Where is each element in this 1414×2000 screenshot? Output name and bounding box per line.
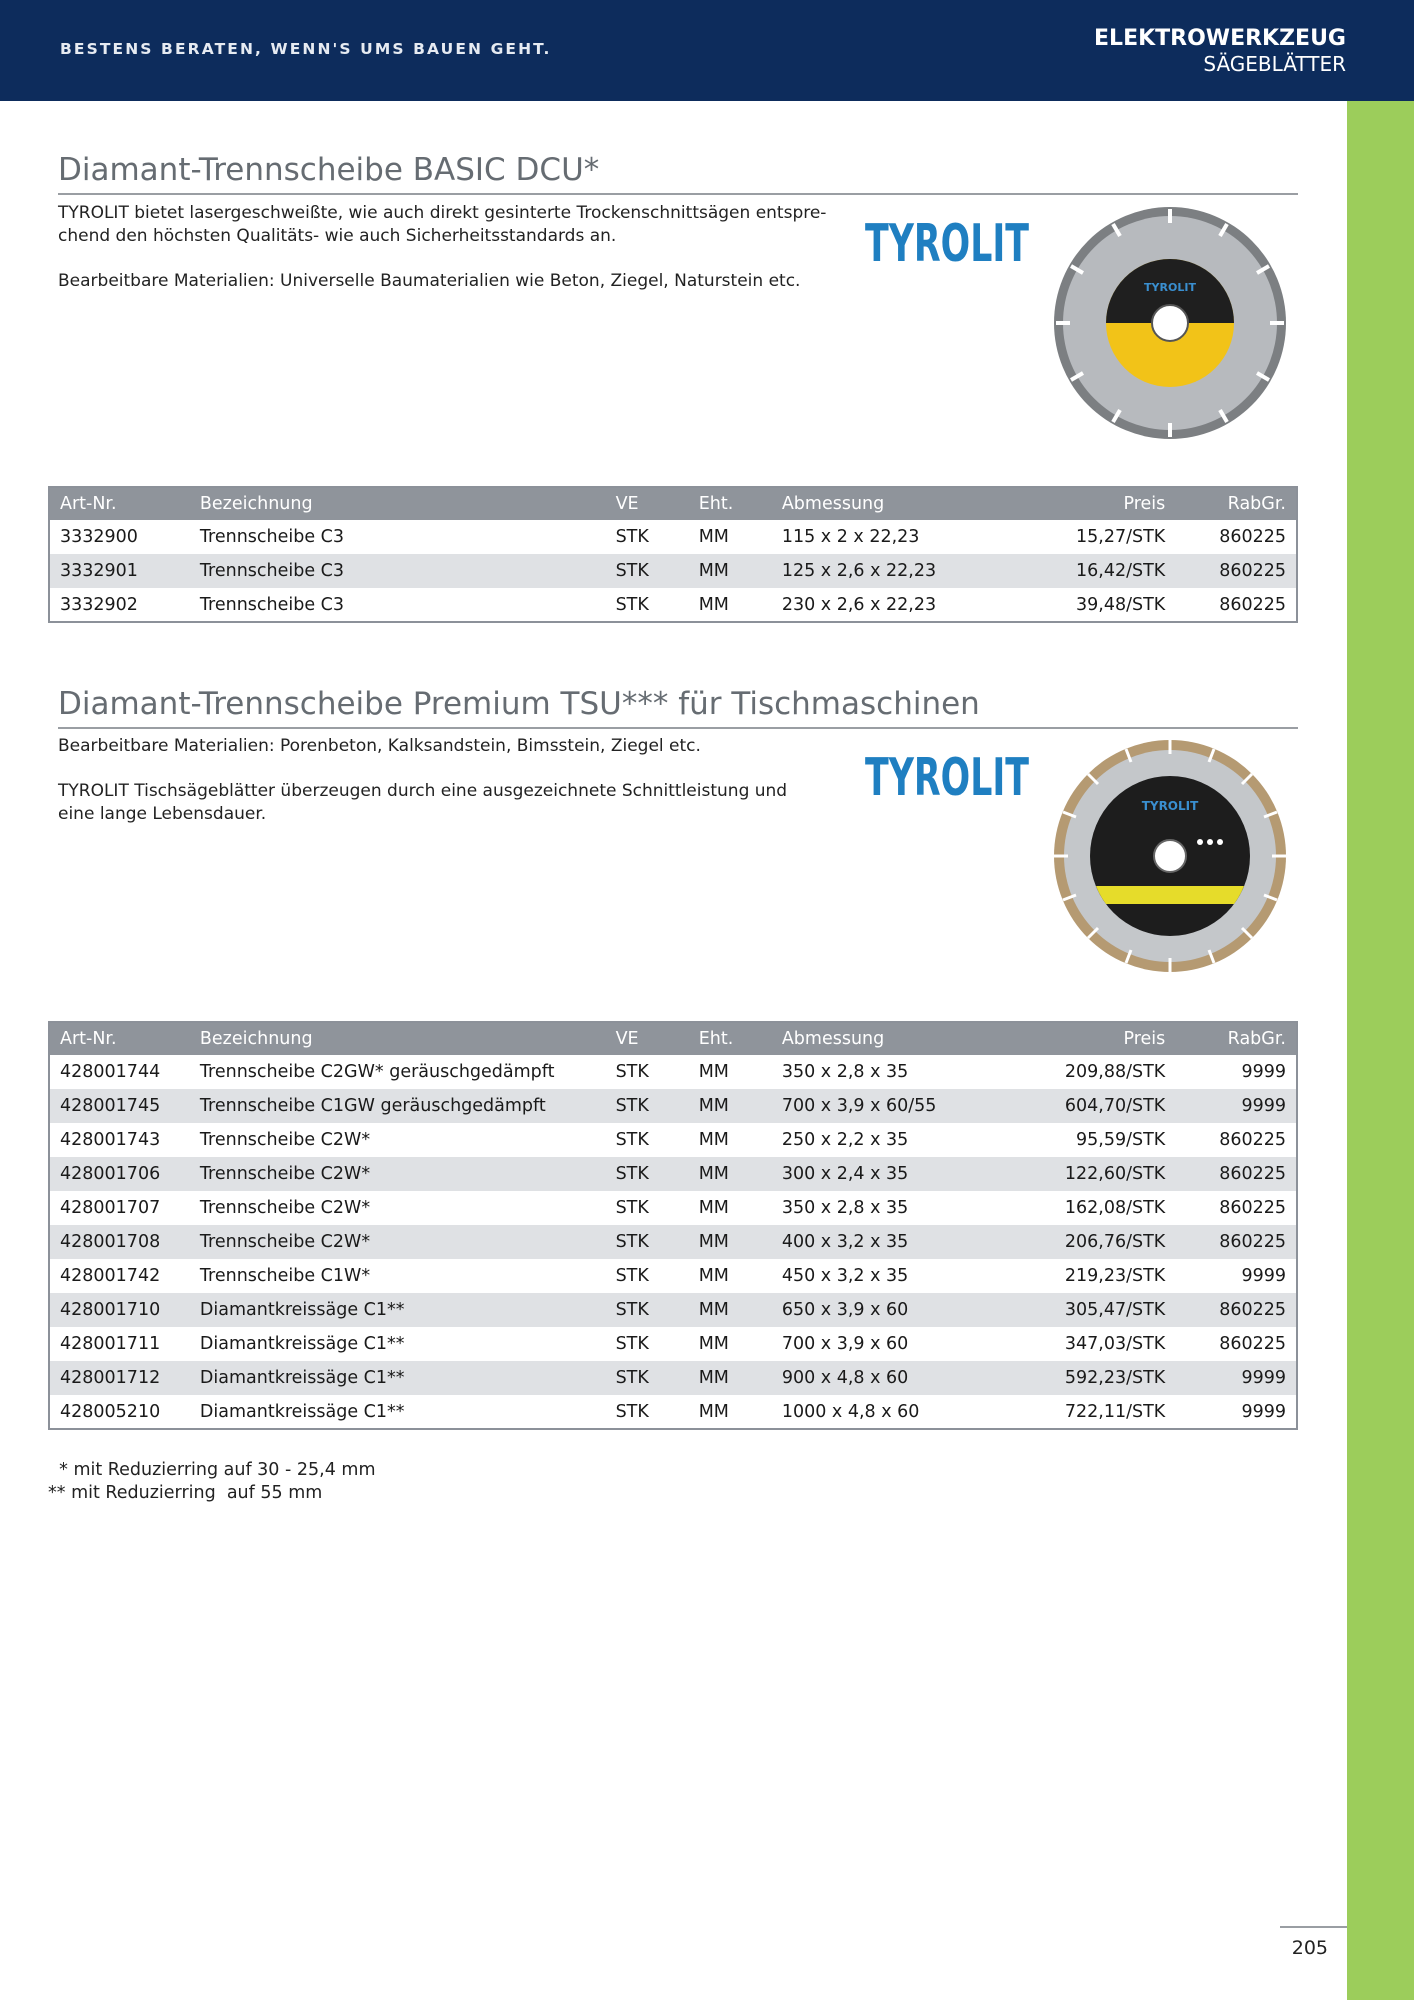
cell-ve: STK	[615, 1266, 649, 1286]
cell-ve: STK	[606, 1361, 689, 1395]
section-divider	[58, 193, 1298, 195]
cell-art-nr: 428005210	[60, 1401, 161, 1422]
cell-abmessung: 115 x 2 x 22,23	[781, 527, 920, 547]
cell-rabgr: 860225	[1175, 1293, 1297, 1327]
cell-rabgr: 860225	[1219, 1130, 1286, 1150]
cell-ve: STK	[615, 1334, 649, 1354]
cell-ve: STK	[606, 554, 689, 588]
cell-abmessung: 700 x 3,9 x 60/55	[772, 1089, 1025, 1123]
cell-bezeichnung: Diamantkreissäge C1**	[199, 1334, 405, 1354]
cell-preis: 16,42/STK	[1025, 554, 1175, 588]
disc-label: TYROLIT	[1141, 799, 1199, 813]
cell-preis: 305,47/STK	[1025, 1293, 1175, 1327]
cell-abmessung: 250 x 2,2 x 35	[781, 1130, 909, 1150]
column-header: Preis	[1025, 487, 1175, 520]
logo-text: TYROLIT	[865, 214, 1030, 274]
column-header: Bezeichnung	[190, 487, 606, 520]
cell-bezeichnung: Trennscheibe C2W*	[199, 1130, 371, 1150]
cell-eht: MM	[698, 527, 729, 547]
footnote: ** mit Reduzierring auf 55 mm	[48, 1483, 323, 1503]
cell-bezeichnung: Diamantkreissäge C1**	[190, 1361, 606, 1395]
table-row	[49, 1327, 1297, 1361]
table-row	[49, 520, 1297, 554]
header-subcategory: SÄGEBLÄTTER	[1203, 52, 1346, 76]
table-row	[49, 1259, 1297, 1293]
column-header: RabGr.	[1175, 487, 1297, 520]
cell-abmessung: 900 x 4,8 x 60	[772, 1361, 1025, 1395]
cell-eht: MM	[698, 1334, 729, 1354]
cell-abmessung: 125 x 2,6 x 22,23	[772, 554, 1025, 588]
cell-abmessung: 450 x 3,2 x 35	[781, 1266, 909, 1286]
cell-rabgr: 860225	[1219, 527, 1286, 547]
cell-bezeichnung: Trennscheibe C2W*	[190, 1225, 606, 1259]
cell-eht: MM	[689, 1361, 772, 1395]
cell-preis: 347,03/STK	[1064, 1334, 1166, 1354]
cell-art-nr: 428001711	[60, 1334, 161, 1354]
cell-ve: STK	[606, 1157, 689, 1191]
table-row	[49, 1123, 1297, 1157]
cell-art-nr: 428001744	[60, 1062, 161, 1082]
page-number-rule	[1280, 1926, 1347, 1928]
cell-eht: MM	[698, 594, 729, 615]
cell-art-nr: 3332901	[49, 554, 190, 588]
column-header: VE	[606, 487, 689, 520]
column-header: Art-Nr.	[49, 487, 190, 520]
column-header: Preis	[1025, 1022, 1175, 1055]
tyrolit-logo	[862, 208, 1032, 274]
column-header: Abmessung	[772, 1022, 1025, 1055]
cell-art-nr: 428001745	[49, 1089, 190, 1123]
column-header: RabGr.	[1175, 1022, 1297, 1055]
cell-preis: 209,88/STK	[1064, 1062, 1166, 1082]
cell-preis: 15,27/STK	[1076, 527, 1166, 547]
cell-ve: STK	[615, 1130, 649, 1150]
cell-art-nr: 428001712	[49, 1361, 190, 1395]
table-body	[49, 1055, 1297, 1429]
product-table-basic	[48, 486, 1298, 623]
table-row	[49, 1055, 1297, 1089]
cell-preis: 122,60/STK	[1025, 1157, 1175, 1191]
cell-rabgr: 860225	[1219, 1334, 1286, 1354]
cell-ve: STK	[615, 527, 649, 547]
cell-rabgr: 860225	[1219, 1198, 1286, 1218]
description-paragraph: TYROLIT bietet lasergeschweißte, wie auch direkt gesinterte Trockenschnittsägen entspre-chend den höchsten Qualitäts- wie auch Sicherheitsstandards an.	[58, 203, 827, 246]
cell-rabgr: 860225	[1219, 594, 1286, 615]
cell-rabgr: 9999	[1241, 1401, 1286, 1422]
cell-bezeichnung: Trennscheibe C3	[199, 527, 345, 547]
column-header: Eht.	[689, 487, 772, 520]
table-row	[49, 1157, 1297, 1191]
table-row	[49, 1293, 1297, 1327]
cell-bezeichnung: Trennscheibe C1W*	[199, 1266, 371, 1286]
cell-abmessung: 230 x 2,6 x 22,23	[781, 594, 937, 615]
cell-eht: MM	[689, 554, 772, 588]
header-category: ELEKTROWERKZEUG	[1094, 26, 1346, 51]
cell-rabgr: 9999	[1241, 1266, 1286, 1286]
cell-preis: 162,08/STK	[1064, 1198, 1166, 1218]
footnotes	[48, 1459, 376, 1505]
diamond-disc-premium-image	[1052, 738, 1288, 974]
cell-eht: MM	[698, 1198, 729, 1218]
cell-art-nr: 428001706	[49, 1157, 190, 1191]
disc-label: TYROLIT	[1144, 281, 1196, 294]
cell-eht: MM	[689, 1089, 772, 1123]
cell-art-nr: 428001707	[60, 1198, 161, 1218]
cell-art-nr: 428001710	[49, 1293, 190, 1327]
table-row	[49, 554, 1297, 588]
cell-eht: MM	[689, 1157, 772, 1191]
cell-art-nr: 428001743	[60, 1130, 161, 1150]
cell-ve: STK	[606, 1089, 689, 1123]
description-paragraph: Bearbeitbare Materialien: Universelle Baumaterialien wie Beton, Ziegel, Naturstein etc.	[58, 271, 801, 291]
column-header: Bezeichnung	[190, 1022, 606, 1055]
cell-art-nr: 3332900	[60, 527, 138, 547]
cell-abmessung: 350 x 2,8 x 35	[781, 1062, 909, 1082]
cell-abmessung: 350 x 2,8 x 35	[781, 1198, 909, 1218]
cell-abmessung: 400 x 3,2 x 35	[772, 1225, 1025, 1259]
table-row	[49, 1089, 1297, 1123]
cell-bezeichnung: Trennscheibe C2W*	[199, 1198, 371, 1218]
tyrolit-logo	[862, 742, 1032, 808]
table-row	[49, 1191, 1297, 1225]
cell-rabgr: 860225	[1175, 1157, 1297, 1191]
header-slogan: BESTENS BERATEN, WENN'S UMS BAUEN GEHT.	[60, 40, 552, 58]
cell-ve: STK	[615, 1062, 649, 1082]
cell-rabgr: 860225	[1175, 554, 1297, 588]
column-header: Eht.	[689, 1022, 772, 1055]
side-color-bar	[1347, 101, 1414, 2000]
cell-bezeichnung: Trennscheibe C2W*	[190, 1157, 606, 1191]
cell-preis: 95,59/STK	[1076, 1130, 1166, 1150]
cell-bezeichnung: Trennscheibe C3	[199, 594, 345, 615]
section-divider	[58, 727, 1298, 729]
cell-ve: STK	[615, 1401, 649, 1422]
column-header: VE	[606, 1022, 689, 1055]
cell-bezeichnung: Diamantkreissäge C1**	[199, 1401, 405, 1422]
column-header: Art-Nr.	[49, 1022, 190, 1055]
cell-eht: MM	[698, 1062, 729, 1082]
diamond-disc-basic-image	[1052, 205, 1288, 441]
cell-rabgr: 9999	[1175, 1361, 1297, 1395]
cell-eht: MM	[698, 1266, 729, 1286]
cell-rabgr: 9999	[1175, 1089, 1297, 1123]
cell-ve: STK	[606, 1293, 689, 1327]
cell-preis: 219,23/STK	[1064, 1266, 1166, 1286]
cell-preis: 604,70/STK	[1025, 1089, 1175, 1123]
logo-text: TYROLIT	[865, 748, 1030, 808]
cell-abmessung: 650 x 3,9 x 60	[772, 1293, 1025, 1327]
cell-preis: 39,48/STK	[1076, 594, 1166, 615]
cell-eht: MM	[698, 1401, 729, 1422]
cell-eht: MM	[689, 1293, 772, 1327]
description-paragraph: Bearbeitbare Materialien: Porenbeton, Kalksandstein, Bimsstein, Ziegel etc.	[58, 736, 701, 756]
table-header-row	[49, 487, 1297, 520]
footnote: * mit Reduzierring auf 30 - 25,4 mm	[48, 1460, 376, 1480]
table-row	[49, 588, 1297, 622]
cell-bezeichnung: Trennscheibe C3	[190, 554, 606, 588]
page-number: 205	[1291, 1937, 1328, 1959]
cell-ve: STK	[615, 1198, 649, 1218]
cell-bezeichnung: Trennscheibe C1GW geräuschgedämpft	[190, 1089, 606, 1123]
table-row	[49, 1395, 1297, 1429]
cell-bezeichnung: Trennscheibe C2GW* geräuschgedämpft	[199, 1062, 555, 1082]
cell-abmessung: 300 x 2,4 x 35	[772, 1157, 1025, 1191]
section-description	[58, 735, 828, 848]
section-description	[58, 202, 828, 315]
header-bar	[0, 0, 1414, 101]
cell-art-nr: 428001708	[49, 1225, 190, 1259]
cell-preis: 206,76/STK	[1025, 1225, 1175, 1259]
cell-art-nr: 3332902	[60, 594, 138, 615]
cell-eht: MM	[689, 1225, 772, 1259]
cell-bezeichnung: Diamantkreissäge C1**	[190, 1293, 606, 1327]
section-title-premium-tsu: Diamant-Trennscheibe Premium TSU*** für Tischmaschinen	[58, 686, 980, 722]
cell-rabgr: 9999	[1241, 1062, 1286, 1082]
column-header: Abmessung	[772, 487, 1025, 520]
product-table-premium	[48, 1021, 1298, 1430]
cell-art-nr: 428001742	[60, 1266, 161, 1286]
table-row	[49, 1361, 1297, 1395]
table-body	[49, 520, 1297, 622]
description-paragraph: TYROLIT Tischsägeblätter überzeugen durch eine ausgezeichnete Schnittleistung und eine lange Lebensdauer.	[58, 781, 788, 824]
section-title-basic-dcu: Diamant-Trennscheibe BASIC DCU*	[58, 152, 600, 188]
cell-preis: 722,11/STK	[1064, 1401, 1166, 1422]
cell-ve: STK	[615, 594, 649, 615]
cell-rabgr: 860225	[1175, 1225, 1297, 1259]
cell-eht: MM	[698, 1130, 729, 1150]
table-header-row	[49, 1022, 1297, 1055]
table-row	[49, 1225, 1297, 1259]
cell-preis: 592,23/STK	[1025, 1361, 1175, 1395]
cell-abmessung: 700 x 3,9 x 60	[781, 1334, 909, 1354]
cell-abmessung: 1000 x 4,8 x 60	[781, 1401, 920, 1422]
cell-ve: STK	[606, 1225, 689, 1259]
